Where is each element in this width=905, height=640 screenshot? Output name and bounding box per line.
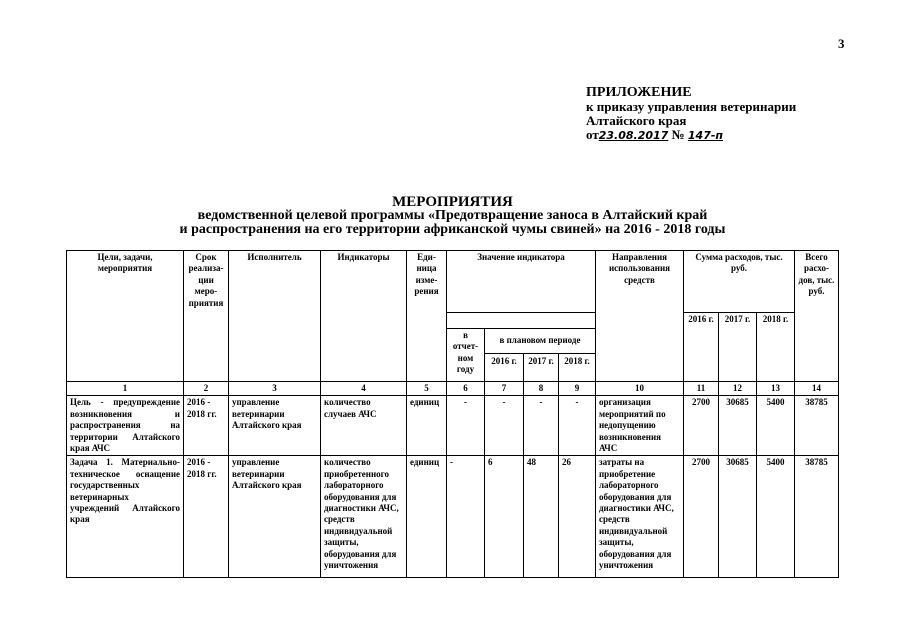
header-exp-2017: 2017 г.: [719, 313, 757, 382]
measures-table: [66, 250, 839, 578]
col-num: 13: [757, 382, 795, 396]
col-num: 3: [229, 382, 321, 396]
col-num: 1: [67, 382, 184, 396]
row-value-2018: 26: [559, 456, 596, 578]
header-row-1: [67, 251, 839, 313]
col-num: 10: [596, 382, 684, 396]
row-sum-2017: 30685: [719, 456, 757, 578]
row-sum-2016: 2700: [684, 456, 719, 578]
col-num: 11: [684, 382, 719, 396]
row-unit: единиц: [407, 456, 447, 578]
column-number-row: [67, 382, 839, 396]
header-expenses: Сумма расходов, тыс. руб.: [684, 251, 795, 313]
col-num: 9: [559, 382, 596, 396]
row-goal: Цель - предупреждение возникновения и распространения на территории Алтайского края АЧС: [67, 396, 184, 456]
number-prefix: №: [671, 127, 685, 142]
header-unit: Еди-ница изме-рения: [407, 251, 447, 382]
col-num: 14: [795, 382, 839, 396]
row-sum-2018: 5400: [757, 456, 795, 578]
header-exp-2018: 2018 г.: [757, 313, 795, 382]
header-indicators: Индикаторы: [321, 251, 407, 382]
col-num: 8: [524, 382, 559, 396]
header-val-2018: 2018 г.: [564, 356, 590, 366]
appendix-order-line: к приказу управления ветеринарии: [586, 99, 797, 114]
title-main: МЕРОПРИЯТИЯ: [392, 194, 513, 210]
header-direction: Направления использования средств: [596, 251, 684, 382]
header-indicator-value: Значение индикатора: [447, 251, 596, 313]
appendix-block: [586, 86, 796, 143]
date-prefix: от: [586, 127, 599, 142]
col-num: 5: [407, 382, 447, 396]
row-executor: управление ветеринарии Алтайского края: [229, 396, 321, 456]
row-reporting: -: [447, 456, 485, 578]
handwritten-number: 147-п: [687, 129, 724, 142]
col-num: 4: [321, 382, 407, 396]
row-value-2016: -: [485, 396, 524, 456]
col-num: 6: [447, 382, 485, 396]
page-number: 3: [838, 36, 845, 51]
header-val-2016: 2016 г.: [485, 354, 524, 381]
row-direction: затраты на приобретение лабораторного оборудования для диагностики АЧС, средств индивидуальной защиты, оборудования для уничтожения: [596, 456, 684, 578]
row-term: 2016 - 2018 гг.: [184, 456, 229, 578]
row-value-2018: -: [559, 396, 596, 456]
appendix-title: ПРИЛОЖЕНИЕ: [586, 85, 692, 100]
handwritten-date: 23.08.2017: [598, 129, 669, 142]
row-term: 2016 - 2018 гг.: [184, 396, 229, 456]
col-num: 2: [184, 382, 229, 396]
row-total: 38785: [795, 456, 839, 578]
row-value-2016: 6: [485, 456, 524, 578]
appendix-date-line: [586, 128, 796, 143]
header-value-spacer: [447, 313, 596, 329]
header-planned-period: в плановом периоде: [485, 329, 595, 354]
header-goals: Цели, задачи, мероприятия: [67, 251, 184, 382]
header-term: Срок реализа-ции меро-приятия: [184, 251, 229, 382]
header-exp-2016: 2016 г.: [684, 313, 719, 382]
row-value-2017: 48: [524, 456, 559, 578]
row-indicator: количество случаев АЧС: [321, 396, 407, 456]
header-total: Всего расхо-дов, тыс. руб.: [795, 251, 839, 382]
col-num: 7: [485, 382, 524, 396]
header-planned-period-cell: [485, 329, 596, 382]
header-reporting-year: в отчет-ном году: [447, 329, 485, 382]
row-sum-2018: 5400: [757, 396, 795, 456]
header-val-2017: 2017 г.: [524, 354, 559, 381]
document-title: [0, 195, 905, 237]
row-executor: управление ветеринарии Алтайского края: [229, 456, 321, 578]
title-line-3: и распространения на его территории африканской чумы свиней» на 2016 - 2018 годы: [179, 222, 726, 237]
header-planned-years: [485, 354, 595, 381]
col-num: 12: [719, 382, 757, 396]
table-row: [67, 396, 839, 456]
row-unit: единиц: [407, 396, 447, 456]
row-direction: организация мероприятий по недопущению возникновения АЧС: [596, 396, 684, 456]
row-sum-2016: 2700: [684, 396, 719, 456]
header-executor: Исполнитель: [229, 251, 321, 382]
row-indicator: количество приобретенного лабораторного оборудования для диагностики АЧС, средств индивидуальной защиты, оборудования для уничтожения: [321, 456, 407, 578]
appendix-region-line: Алтайского края: [586, 113, 687, 128]
row-sum-2017: 30685: [719, 396, 757, 456]
table-row: [67, 456, 839, 578]
row-reporting: -: [447, 396, 485, 456]
row-goal: Задача 1. Материально-техническое оснащение государственных ветеринарных учреждений Алтайского края: [67, 456, 184, 578]
row-total: 38785: [795, 396, 839, 456]
title-line-2: ведомственной целевой программы «Предотвращение заноса в Алтайский край: [197, 208, 708, 223]
row-value-2017: -: [524, 396, 559, 456]
